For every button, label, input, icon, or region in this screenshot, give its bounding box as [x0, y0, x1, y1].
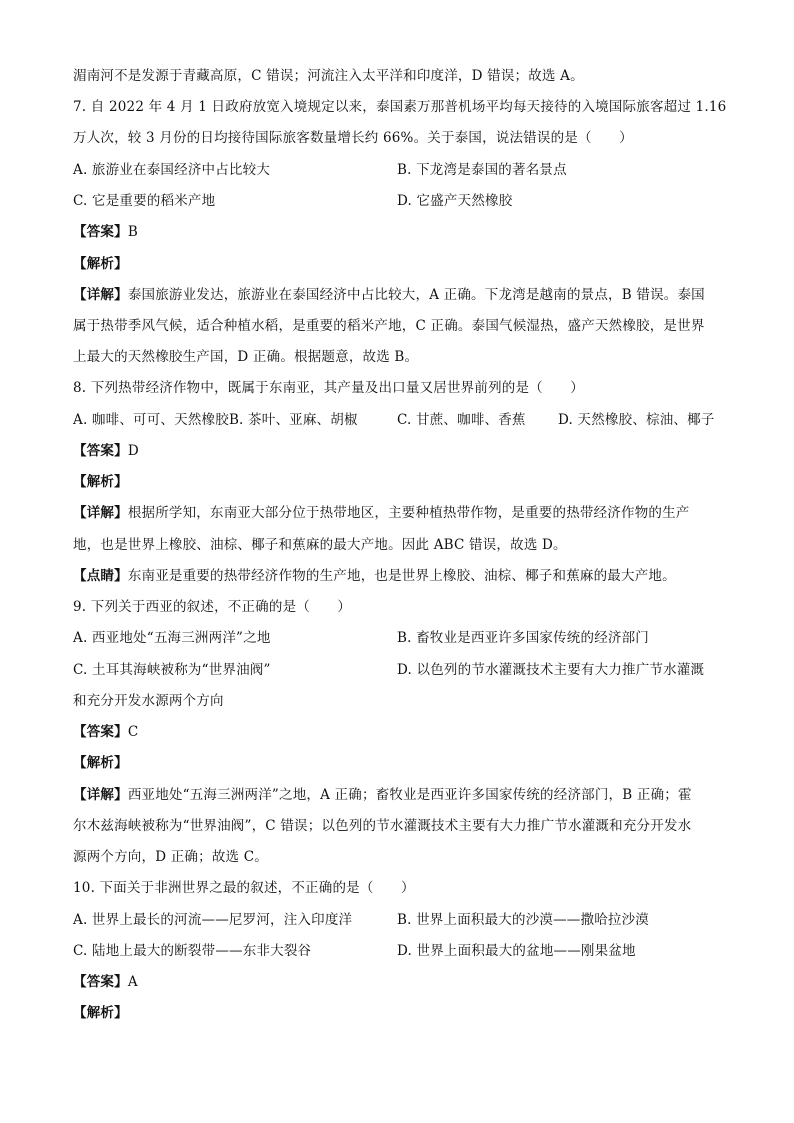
option-a: A. 旅游业在泰国经济中占比较大 [73, 162, 271, 178]
explanation-text: 根据所学知，东南亚大部分位于热带地区，主要种植热带作物，是重要的热带经济作物的生产 [127, 505, 690, 521]
question-9-stem: 9. 下列关于西亚的叙述，不正确的是（ ） [73, 599, 352, 615]
question-7-options-row-1 [73, 160, 723, 180]
answer-value: B [127, 224, 138, 240]
explanation-line: 上最大的天然橡胶生产国，D 正确。根据题意，故选 B。 [73, 349, 419, 365]
question-7-stem: 7. 自 2022 年 4 月 1 日政府放宽入境规定以来，泰国素万那普机场平均每天接待的入境国际旅客超过 1.16 [73, 99, 727, 115]
answer-line [73, 222, 723, 242]
option-d: D. 它盛产天然橡胶 [397, 193, 513, 209]
answer-tag: 【答案】 [73, 974, 128, 990]
option-d: D. 以色列的节水灌溉技术主要有大力推广节水灌溉 [397, 662, 705, 678]
option-a: A. 西亚地处“五海三洲两洋”之地 [73, 630, 271, 646]
question-10-stem: 10. 下面关于非洲世界之最的叙述，不正确的是（ ） [73, 880, 415, 896]
explanation-tag: 【详解】 [73, 505, 128, 521]
option-c: C. 土耳其海峡被称为“世界油阀” [73, 662, 271, 678]
option-d-cont: 和充分开发水源两个方向 [73, 693, 224, 709]
question-10-options-row-1 [73, 910, 723, 930]
option-c: C. 陆地上最大的断裂带——东非大裂谷 [73, 943, 312, 959]
option-d: D. 世界上面积最大的盆地——刚果盆地 [397, 943, 636, 959]
answer-tag: 【答案】 [73, 724, 128, 740]
question-9-options-row-1 [73, 628, 723, 648]
explanation-line [73, 285, 723, 305]
option-a: A. 咖啡、可可、天然橡胶 [73, 412, 229, 428]
analysis-tag: 【解析】 [73, 256, 128, 272]
answer-line [73, 722, 723, 742]
answer-tag: 【答案】 [73, 224, 128, 240]
explanation-line: 尔木兹海峡被称为“世界油阀”，C 错误；以色列的节水灌溉技术主要有大力推广节水灌溉和充分开发水 [73, 818, 692, 834]
question-7-stem-cont: 万人次，较 3 月份的日均接待国际旅客数量增长约 66%。关于泰国，说法错误的是（ ） [73, 130, 633, 146]
answer-value: A [127, 974, 138, 990]
analysis-tag: 【解析】 [73, 1005, 128, 1021]
tip-text: 东南亚是重要的热带经济作物的生产地，也是世界上橡胶、油棕、椰子和蕉麻的最大产地。 [127, 568, 676, 584]
answer-tag: 【答案】 [73, 443, 128, 459]
answer-line [73, 441, 723, 461]
answer-value: C [127, 724, 139, 740]
question-8-stem: 8. 下列热带经济作物中，既属于东南亚，其产量及出口量又居世界前列的是（ ） [73, 380, 584, 396]
option-b: B. 畜牧业是西亚许多国家传统的经济部门 [397, 630, 650, 646]
option-b: B. 茶叶、亚麻、胡椒 [228, 412, 358, 428]
explanation-line: 源两个方向，D 正确；故选 C。 [73, 849, 268, 865]
explanation-line [73, 503, 723, 523]
explanation-line [73, 785, 723, 805]
text-line: 湄南河不是发源于青藏高原，C 错误；河流注入太平洋和印度洋，D 错误；故选 A。 [73, 68, 584, 84]
question-9-options-row-2 [73, 660, 723, 680]
question-8-options-row [73, 410, 723, 430]
explanation-tag: 【详解】 [73, 287, 128, 303]
question-7-options-row-2 [73, 191, 723, 211]
explanation-line: 属于热带季风气候，适合种植水稻，是重要的稻米产地，C 正确。泰国气候湿热，盛产天然橡胶，是世界 [73, 318, 705, 334]
option-c: C. 它是重要的稻米产地 [73, 193, 216, 209]
option-d: D. 天然橡胶、棕油、椰子 [558, 412, 715, 428]
option-a: A. 世界上最长的河流——尼罗河，注入印度洋 [73, 912, 353, 928]
answer-value: D [127, 443, 139, 459]
explanation-text: 西亚地处“五海三洲两洋”之地，A 正确；畜牧业是西亚许多国家传统的经济部门，B 正确；霍 [127, 787, 692, 803]
analysis-tag: 【解析】 [73, 755, 128, 771]
explanation-text: 泰国旅游业发达，旅游业在泰国经济中占比较大，A 正确。下龙湾是越南的景点，B 错误。泰国 [127, 287, 705, 303]
option-b: B. 下龙湾是泰国的著名景点 [397, 162, 567, 178]
tip-tag: 【点睛】 [73, 568, 128, 584]
question-10-options-row-2 [73, 941, 723, 961]
option-b: B. 世界上面积最大的沙漠——撒哈拉沙漠 [397, 912, 650, 928]
option-c: C. 甘蔗、咖啡、香蕉 [397, 412, 526, 428]
explanation-tag: 【详解】 [73, 787, 128, 803]
explanation-line: 地，也是世界上橡胶、油棕、椰子和蕉麻的最大产地。因此 ABC 错误，故选 D。 [73, 537, 567, 553]
analysis-tag: 【解析】 [73, 474, 128, 490]
answer-line [73, 972, 723, 992]
tip-line [73, 566, 723, 586]
